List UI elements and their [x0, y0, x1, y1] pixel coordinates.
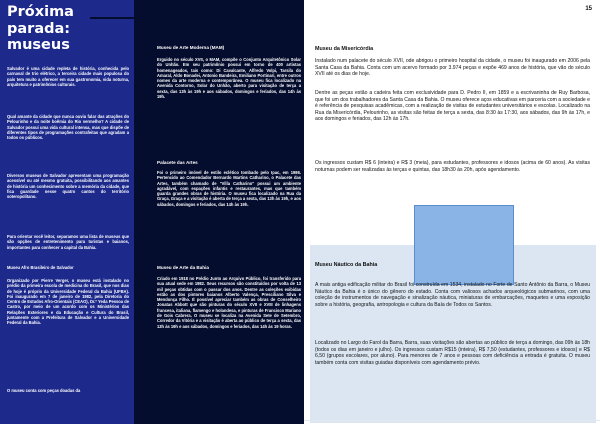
- title-line-1: Próxima: [7, 4, 74, 20]
- mab-paragraph: Criado em 1918 no Prédio Junto ao Arquivo Público, foi transferido para sua atual sede em 1982. Seus recursos são constituídos por volta de 13 mil peças obtidas com o passar dos anos. Dentre as coleções exibidas estão as dos pintores baianos Alberto Valença, Presciliano Silva e Mendonça Filho. É possível apreciar também as obras de Conselheiro Jonatas Abbott que são pinturas do século XVII e XVIII de linhagens francesa, italiana, flamengo e holandesa, e pinturas de Francisco Mariano de Gois Cabrera. O museu se localiza na Avenida Sete de Setembro, Corredor da Vitória e a visitação é aberta ao público de terça a sexta, das 13h às 19h e aos sábados, domingos e feriados, das 14h às 19 horas.: [157, 276, 301, 329]
- palacete-paragraph: Foi o primeiro imóvel de estilo eclético tombado pelo Ipac, em 1986. Pertencido ao Comendador Bernardo Martins Catharino, o Palacete das Artes, também chamado de "Villa Catharino" possui um ambiente agradável, com espações infantis e restaurantes, mas que também guarda grandes obras de história. O museu fica localizado na Rua da Graça, Graça e a visitação é aberta de terça a sexta, das 13h às 19h, e aos sábados, domingos e feriados, das 14h às 19h.: [157, 170, 301, 207]
- afro-museum-continued: O museu conta com peças doadas da: [7, 388, 81, 393]
- mam-paragraph: Erguido no século XVII, o MAM, compõe o Conjunto Arquitetônico Solar do Unhão. Em seu patrimônio possui em torno de 400 artistas homenageados, tais como: Di Cavalcante, Alfredo Volpi, Tarsila do Amaral, Aldo Bonadei, Antonio Bandeira, Emiliano Portinari, entre outros nomes da arte moderna e contemporânea. O museu fica localizado na Avenida Contorno, Solar do Unhão, aberto para visitação de terça a sexta, das 13h às 19h e aos sábados, domingos e feriados, das 14h às 19h.: [157, 57, 301, 100]
- palacete-heading: Palacete das Artes: [157, 160, 198, 165]
- title-line-3: museus: [7, 37, 70, 53]
- page-title: [7, 4, 129, 54]
- nautico-heading: Museu Náutico da Bahia: [315, 262, 378, 268]
- divider-strip: [134, 0, 154, 424]
- guide-paragraph: Para orientar você leitor, separamos uma lista de museus que são opções de entretenimento para turistas e baianos, importantes para conhecer a capital da Bahia.: [7, 234, 129, 250]
- museums-paragraph: Diversos museus de Salvador apresentam uma programação acessível ou até mesmo gratuita, possibilitando aos amantes de história um conhecimento sobre a memória da cidade, que fica guardade nesse quatro cantos do território soteropolitano.: [7, 173, 129, 200]
- nautico-paragraph-1: A mais antiga edificação militar do Brasil foi construída em 1534, instalado no Forte de Santo Antônio da Barra, o Museu Náutico da Bahia é o único do gênero do estado. Conta com valiosos achados arqueológicos submarinos, com uma coleção de instrumentos de navegação e sinalização náutica, miniaturas de embarcações, maquetes e uma exposição sobre a história, geografia, antropologia e cultura da Baía de Todos os Santos.: [315, 282, 590, 308]
- nautico-paragraph-2: Localizado no Largo do Farol da Barra, Barra, suas visitações são abertas ao público de terça a domingo, das 09h às 18h (todos os dias em janeiro e julho). Os ingressos custam R$15 (inteira), R$ 7,50 (estudantes, professores e idosos) e R$ 6,50 (grupos escolares, por aluno). Para menores de 7 anos e pessoas com deficiência a entrada é gratuita. O museu também conta com visitas guiadas disponíveis com agendamento prévio.: [315, 340, 590, 366]
- culture-paragraph: Qual amante da cidade que nunca ouviu falar das atrações do Pelourinho e da noite boêmia do Rio vermelho? A cidade de Salvador possui uma vida cultural intensa, mas que dispõe de diferentes tipos de programações contrafeitas que agradam a todos os públicos.: [7, 114, 129, 141]
- afro-museum-heading: Museu Afro Brasileiro de Salvador: [7, 265, 74, 270]
- misericordia-paragraph-2: Dentre as peças estão a cadeira feita com exclusividade para D. Pedro II, em 1859 e a escrivaninha de Ruy Barbosa, que foi um dos trabalhadores da Santa Casa da Bahia. O museu oferece aços educativas em parceria com a sociedade e é referência de pesquisas acadêmicas, com a realização de visitas de estudantes universitários e escolas. Localizado na Rua da Misericórdia, Pelourinho, as visitas são feitas de terça a sexta, das 8:30 às 17:30, aos sábados, das 9h às 17h, e aos domingos e feriados, das 12h às 17h.: [315, 90, 590, 123]
- left-column: [0, 0, 134, 424]
- middle-column: [154, 0, 304, 424]
- misericordia-paragraph-3: Os ingressos custam R$ 6 (inteira) e R$ 3 (meia), para estudantes, professores e idosos (acima de 60 anos). As visitas noturnas podem ser realizadas às terças e quintas, das 18h30 às 20h, após agendamento.: [315, 160, 590, 173]
- mam-heading: Museu de Arte Moderna (MAM): [157, 45, 225, 50]
- bottom-rule: [304, 420, 600, 421]
- nautico-accent-box: [414, 205, 514, 285]
- misericordia-paragraph-1: Instalado num palacete do século XVII, ode abrigou o primeiro hospital da cidade, o museu foi inaugurado em 2006 pela Santa Casa da Bahia. Conta com um acervo formado por 3.974 peças e expõe 469 anos de história, que vão do século XVII até os dias de hoje.: [315, 58, 590, 78]
- afro-museum-paragraph: Organizado por Pierre Verger, o museu está instalado no prédio da primeira escola de medicina do Brasil, que nos dias de hoje é próprio da Universidade Federal da Bahia (UFBA). Foi inaugurado em 7 de janeiro de 1982, pela Diretoria do Centro de Estudos Afro-Orientais (CEAO), Dr.º Yeda Pessoa de Castro, por meio de um acordo com os Ministérios das Relações Exteriores e da Educação e Cultura do Brasil, juntamente com a Prefeitura de Salvador e a Universidade Federal da Bahia.: [7, 278, 129, 326]
- mab-heading: Museu de Arte da Bahia: [157, 265, 209, 270]
- title-line-2: parada:: [7, 20, 71, 37]
- right-column: [304, 0, 600, 424]
- intro-paragraph: Salvador é uma cidade repleta de história, conhecida pelo carnaval de trio elétrico, a terceira cidade mais populosa do país tem muito a oferecer em sua gastronomia, vida noturna, arquitetura e patrimônios culturais.: [7, 66, 129, 87]
- misericordia-heading: Museu da Misericórdia: [315, 46, 374, 52]
- page-number: 15: [585, 6, 592, 12]
